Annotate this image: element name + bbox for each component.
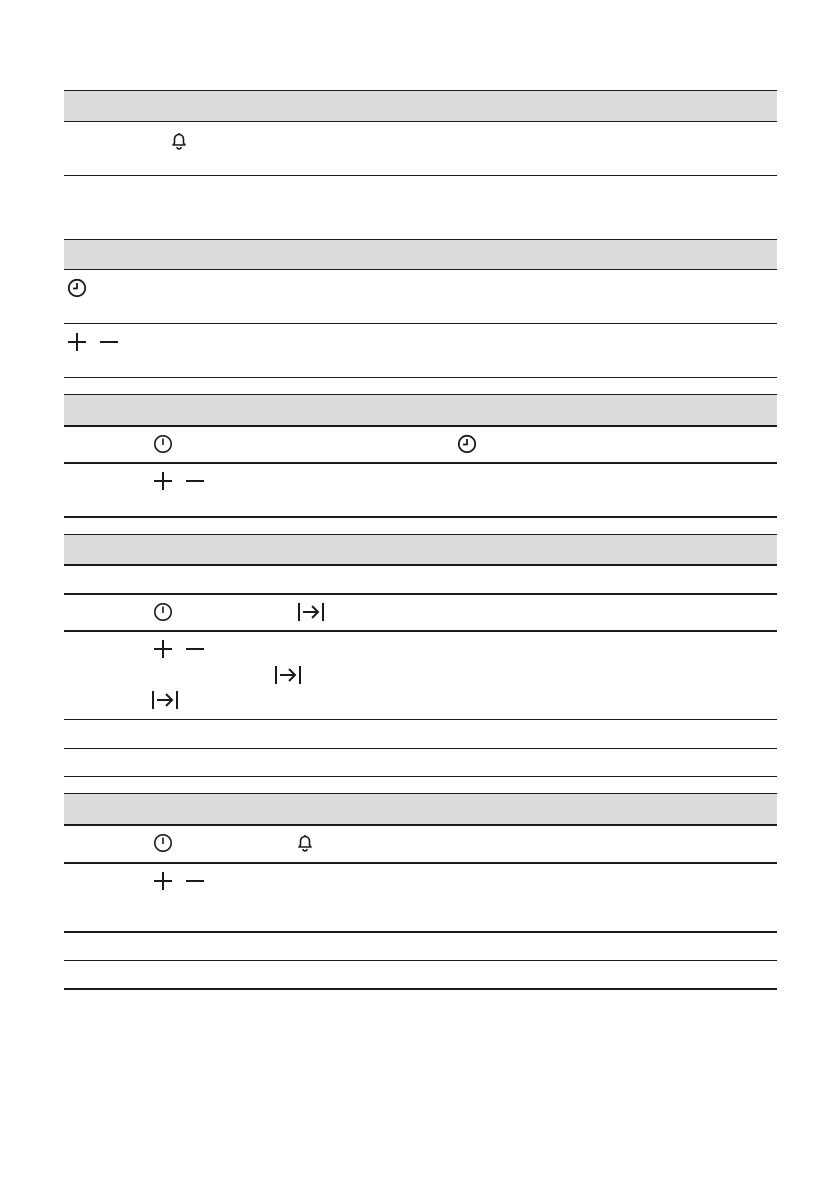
end-time-icon — [274, 664, 302, 686]
table-4-row-rule-4 — [64, 719, 777, 720]
table-5-row-rule-2 — [64, 862, 777, 864]
clock-icon — [66, 277, 88, 299]
plus-icon — [152, 470, 174, 492]
timer-icon — [152, 601, 174, 623]
table-4-row-rule — [64, 564, 777, 566]
table-2-row-rule-2 — [64, 323, 777, 324]
bell-icon — [168, 130, 190, 152]
minus-icon — [184, 638, 206, 660]
table-2-bottom-rule — [64, 377, 777, 378]
table-5-row-rule-4 — [64, 960, 777, 961]
clock-icon — [456, 433, 478, 455]
table-4-row-rule-5 — [64, 748, 777, 749]
table-5-bottom-rule — [64, 988, 777, 990]
table-2-header — [64, 239, 777, 269]
table-1-bottom-rule — [64, 175, 777, 176]
timer-icon — [152, 832, 174, 854]
table-3-row-rule-2 — [64, 462, 777, 464]
end-time-icon — [297, 601, 325, 623]
table-4-bottom-rule — [64, 776, 777, 777]
table-3-row-rule — [64, 425, 777, 427]
plus-icon — [152, 870, 174, 892]
minus-icon — [184, 470, 206, 492]
timer-icon — [152, 433, 174, 455]
end-time-icon — [151, 689, 179, 711]
table-3-header — [64, 394, 777, 425]
minus-icon — [98, 331, 120, 353]
table-4-row-rule-3 — [64, 630, 777, 632]
table-5-row-rule-3 — [64, 931, 777, 933]
table-5-header-rule — [64, 793, 777, 794]
table-4-row-rule-2 — [64, 593, 777, 595]
bell-icon — [294, 832, 316, 854]
table-4-header-rule — [64, 534, 777, 535]
minus-icon — [184, 870, 206, 892]
table-1-row-rule — [64, 121, 777, 122]
table-4-header — [64, 534, 777, 564]
plus-icon — [66, 331, 88, 353]
table-2-row-rule — [64, 269, 777, 270]
table-5-row-rule — [64, 824, 777, 826]
table-3-header-rule — [64, 394, 777, 395]
plus-icon — [152, 638, 174, 660]
table-3-bottom-rule — [64, 516, 777, 518]
table-1-header-rule — [64, 90, 777, 91]
table-2-header-rule — [64, 239, 777, 240]
table-5-header — [64, 793, 777, 824]
table-1-header — [64, 90, 777, 121]
